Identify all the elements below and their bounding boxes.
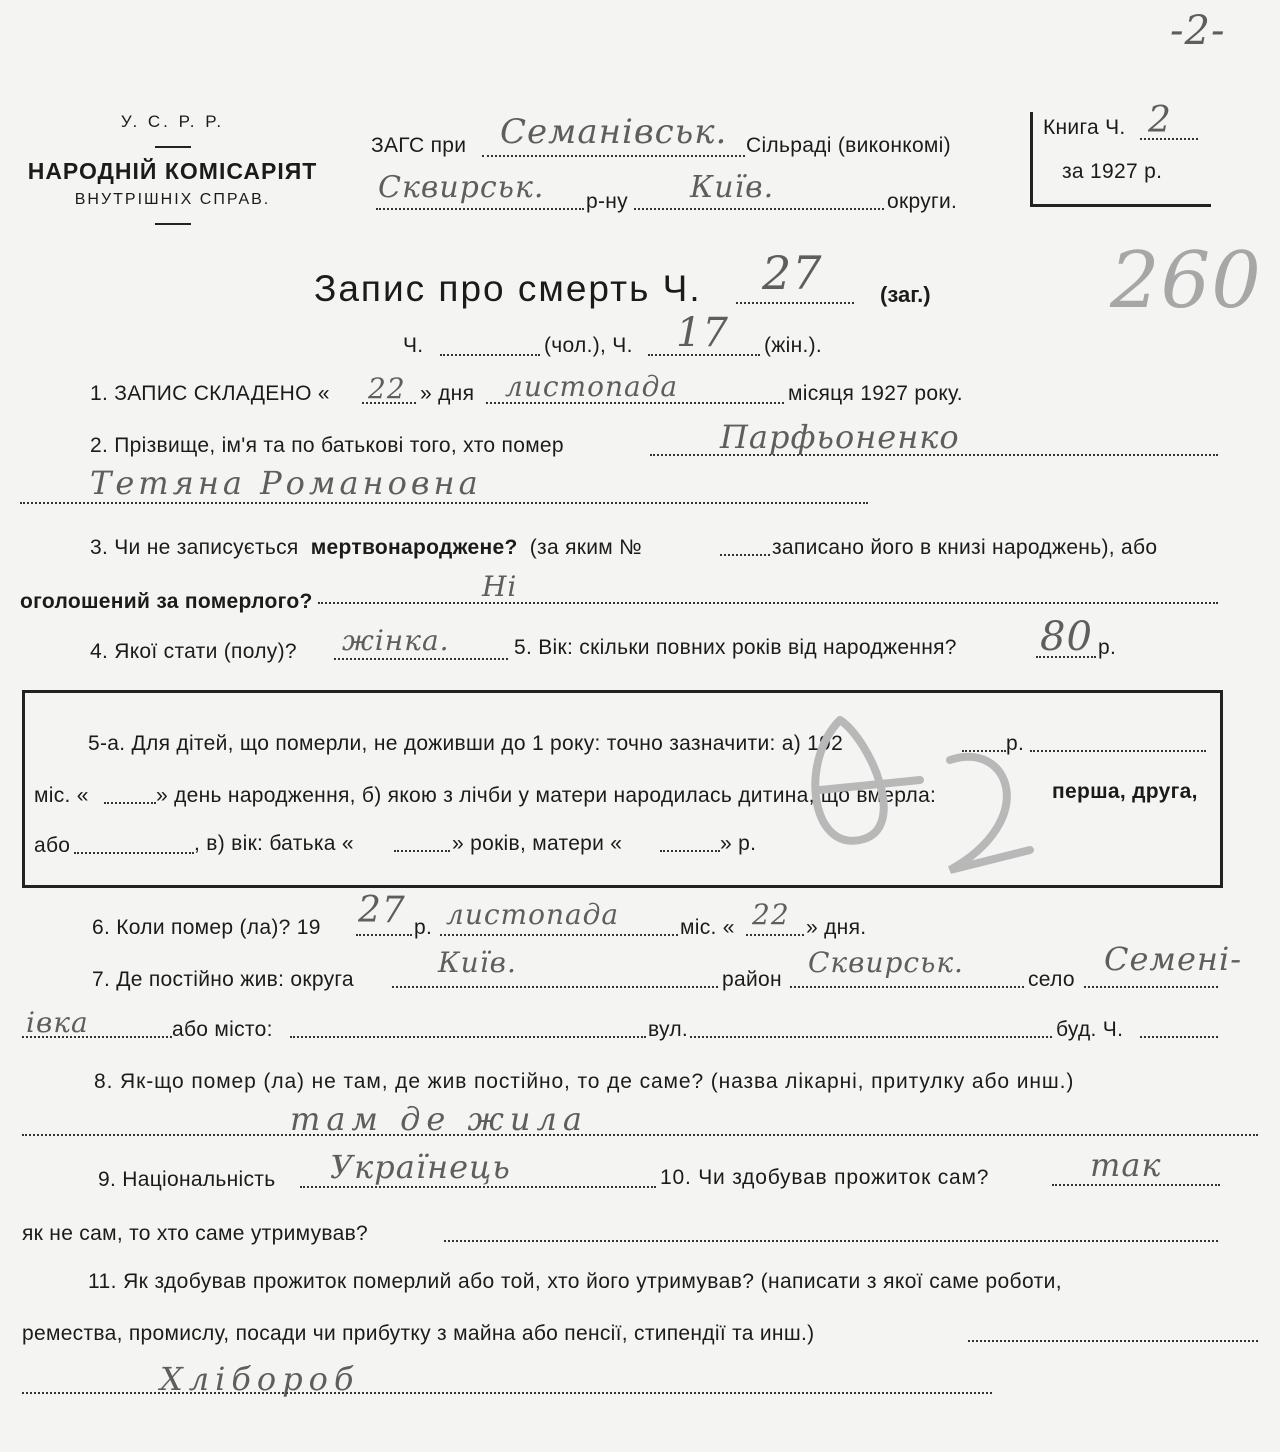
item-4-value: жінка. [342, 624, 450, 657]
item-3-stillborn: мертвонароджене? [310, 536, 518, 559]
item-2-name: Тетяна Романовна [90, 464, 482, 502]
item-1-label: 1. ЗАПИС СКЛАДЕНО « [90, 382, 330, 405]
item-9-line [300, 1186, 656, 1188]
item-5-unit: р. [1098, 636, 1117, 659]
item-1-month: листопада [505, 370, 679, 403]
item-5a-mother-unit: » р. [720, 832, 757, 855]
item-4-line [334, 658, 508, 660]
item-11-label-1: 11. Як здобував прожиток померлий або той, хто його утримував? (написати з якої саме роботи, [88, 1270, 1062, 1293]
item-7-city-label: або місто: [172, 1018, 273, 1041]
divider [155, 146, 191, 148]
item-6-month-label: міс. « [680, 916, 735, 939]
item-7-selo: Семені- [1104, 940, 1243, 978]
item-5a-order: перша, друга, [1052, 780, 1198, 803]
zags-label: ЗАГС при [371, 134, 467, 157]
item-10-label: 10. Чи здобував прожиток сам? [660, 1166, 990, 1189]
okrug-label: округи. [887, 190, 958, 213]
form-title: Запис про смерть Ч. [314, 268, 702, 309]
item-10-line [1052, 1184, 1220, 1186]
item-2-label: 2. Прізвище, ім'я та по батькові того, хто помер [90, 434, 564, 457]
item-5a-month-label: міс. « [34, 784, 89, 807]
divider [155, 223, 191, 225]
item-7-house-label: буд. Ч. [1056, 1018, 1124, 1041]
item-2-surname: Парфьоненко [720, 418, 960, 456]
item-7-raion-label: район [722, 968, 782, 991]
item-7-street-line [690, 1036, 1052, 1038]
item-3-answer: Ні [482, 570, 518, 603]
district-line [376, 208, 584, 210]
item-1-year: місяця 1927 року. [788, 382, 963, 405]
item-9-label: 9. Національність [98, 1168, 276, 1191]
side-number-mark: 260 [1110, 236, 1262, 326]
pencil-scribble [780, 700, 1080, 910]
page-number-mark: -2- [1170, 8, 1226, 54]
male-count-line [440, 354, 540, 356]
department-name: ВНУТРІШНІХ СПРАВ. [74, 191, 271, 208]
item-8-label: 8. Як-що помер (ла) не там, де жив постійно, то де саме? (назва лікарні, притулку або инш.) [94, 1070, 1075, 1093]
item-8-value: там де жила [290, 1100, 588, 1138]
item-5a-father-line [394, 850, 450, 852]
item-3-answer-line [318, 602, 1218, 604]
item-1-day: 22 [368, 372, 406, 405]
item-6-year-line [356, 934, 412, 936]
item-7-selo-label: село [1028, 968, 1075, 991]
item-5a-mother-line [660, 850, 720, 852]
item-6-day: 22 [752, 898, 790, 931]
book-number: 2 [1148, 100, 1172, 141]
item-6-label: 6. Коли помер (ла)? 19 [92, 916, 321, 939]
commissariat-name: НАРОДНІЙ КОМІСАРІЯТ [27, 158, 318, 184]
item-5a-day-line [104, 802, 156, 804]
item-7-okrug: Київ. [438, 946, 517, 979]
zags-line [482, 155, 745, 157]
item-7-selo-cont: івка [26, 1006, 89, 1039]
item-6-day-line [746, 934, 804, 936]
item-1-day-suffix: » дня [420, 382, 475, 405]
item-7-label: 7. Де постійно жив: округа [92, 968, 354, 991]
item-10-value: так [1090, 1146, 1162, 1184]
council-label: Сільраді (виконкомі) [746, 134, 951, 157]
item-5a-line-1: 5-а. Для дітей, що померли, не доживши до 1 року: точно зазначити: а) 192 [88, 732, 844, 755]
item-11-label-2: ремества, промислу, посади чи прибутку з майна або пенсії, стипендії та инш.) [22, 1322, 815, 1345]
header-left [20, 112, 325, 225]
item-7-house-line [1140, 1036, 1218, 1038]
item-7-street-label: вул. [648, 1018, 689, 1041]
female-count: 17 [676, 310, 729, 356]
title-suffix: (заг.) [880, 282, 931, 307]
item-6-month-line [440, 934, 678, 936]
item-5a-or: або [34, 834, 71, 857]
item-3-number-line [720, 554, 770, 556]
zags-value: Семанівськ. [500, 112, 728, 152]
item-6-month: листопада [446, 898, 620, 931]
item-3-label [90, 536, 642, 560]
item-7-raion: Сквирськ. [808, 946, 964, 979]
district-label: р-ну [586, 190, 628, 213]
okrug-value: Київ. [690, 170, 775, 205]
item-5a-father-label: , в) вік: батька « [194, 832, 354, 855]
item-5-label: 5. Вік: скільки повних років від народження? [514, 636, 957, 659]
okrug-line [634, 208, 884, 210]
male-count-label: (чол.), Ч. [544, 334, 633, 357]
item-10-supporter-line [444, 1240, 1218, 1242]
item-3-text-b: (за яким № [529, 536, 642, 559]
item-5-value: 80 [1040, 614, 1093, 660]
item-11-value: Хлібороб [160, 1360, 360, 1398]
item-7-okrug-line [392, 986, 718, 988]
item-4-label: 4. Якої стати (полу)? [90, 640, 297, 663]
title-number: 27 [762, 246, 823, 300]
item-7-raion-line [790, 986, 1024, 988]
item-11-line-1 [968, 1340, 1258, 1342]
item-5a-mother-label: » років, матери « [452, 832, 623, 855]
item-5a-order-line [74, 852, 194, 854]
item-6-day-label: » дня. [806, 916, 867, 939]
book-label: Книга Ч. [1043, 116, 1126, 139]
item-6-year: 27 [358, 890, 406, 931]
item-5a-line-2: » день народження, б) якою з лічби у матери народилась дитина, що вмерла: [156, 784, 937, 807]
item-3-text-a: 3. Чи не записується [90, 536, 299, 559]
item-2-line-2 [20, 502, 868, 504]
item-3-declared-dead: оголошений за померлого? [20, 590, 313, 613]
book-number-line [1140, 138, 1198, 140]
item-3-text-c: записано його в книзі народжень), або [772, 536, 1158, 559]
count-label: Ч. [403, 334, 424, 357]
state-name: У. С. Р. Р. [120, 112, 225, 131]
item-8-line [22, 1134, 1258, 1136]
female-count-label: (жін.). [764, 334, 823, 357]
district-value: Сквирськ. [378, 170, 545, 205]
item-10-supporter-label: як не сам, то хто саме утримував? [22, 1222, 369, 1245]
item-9-value: Українець [330, 1148, 511, 1186]
title-number-line [736, 302, 854, 304]
item-7-city-line [290, 1036, 646, 1038]
item-5a-year-unit: р. [1006, 732, 1025, 755]
book-year: за 1927 р. [1062, 160, 1163, 183]
item-6-year-unit: р. [414, 916, 433, 939]
item-7-selo-line [1084, 986, 1218, 988]
